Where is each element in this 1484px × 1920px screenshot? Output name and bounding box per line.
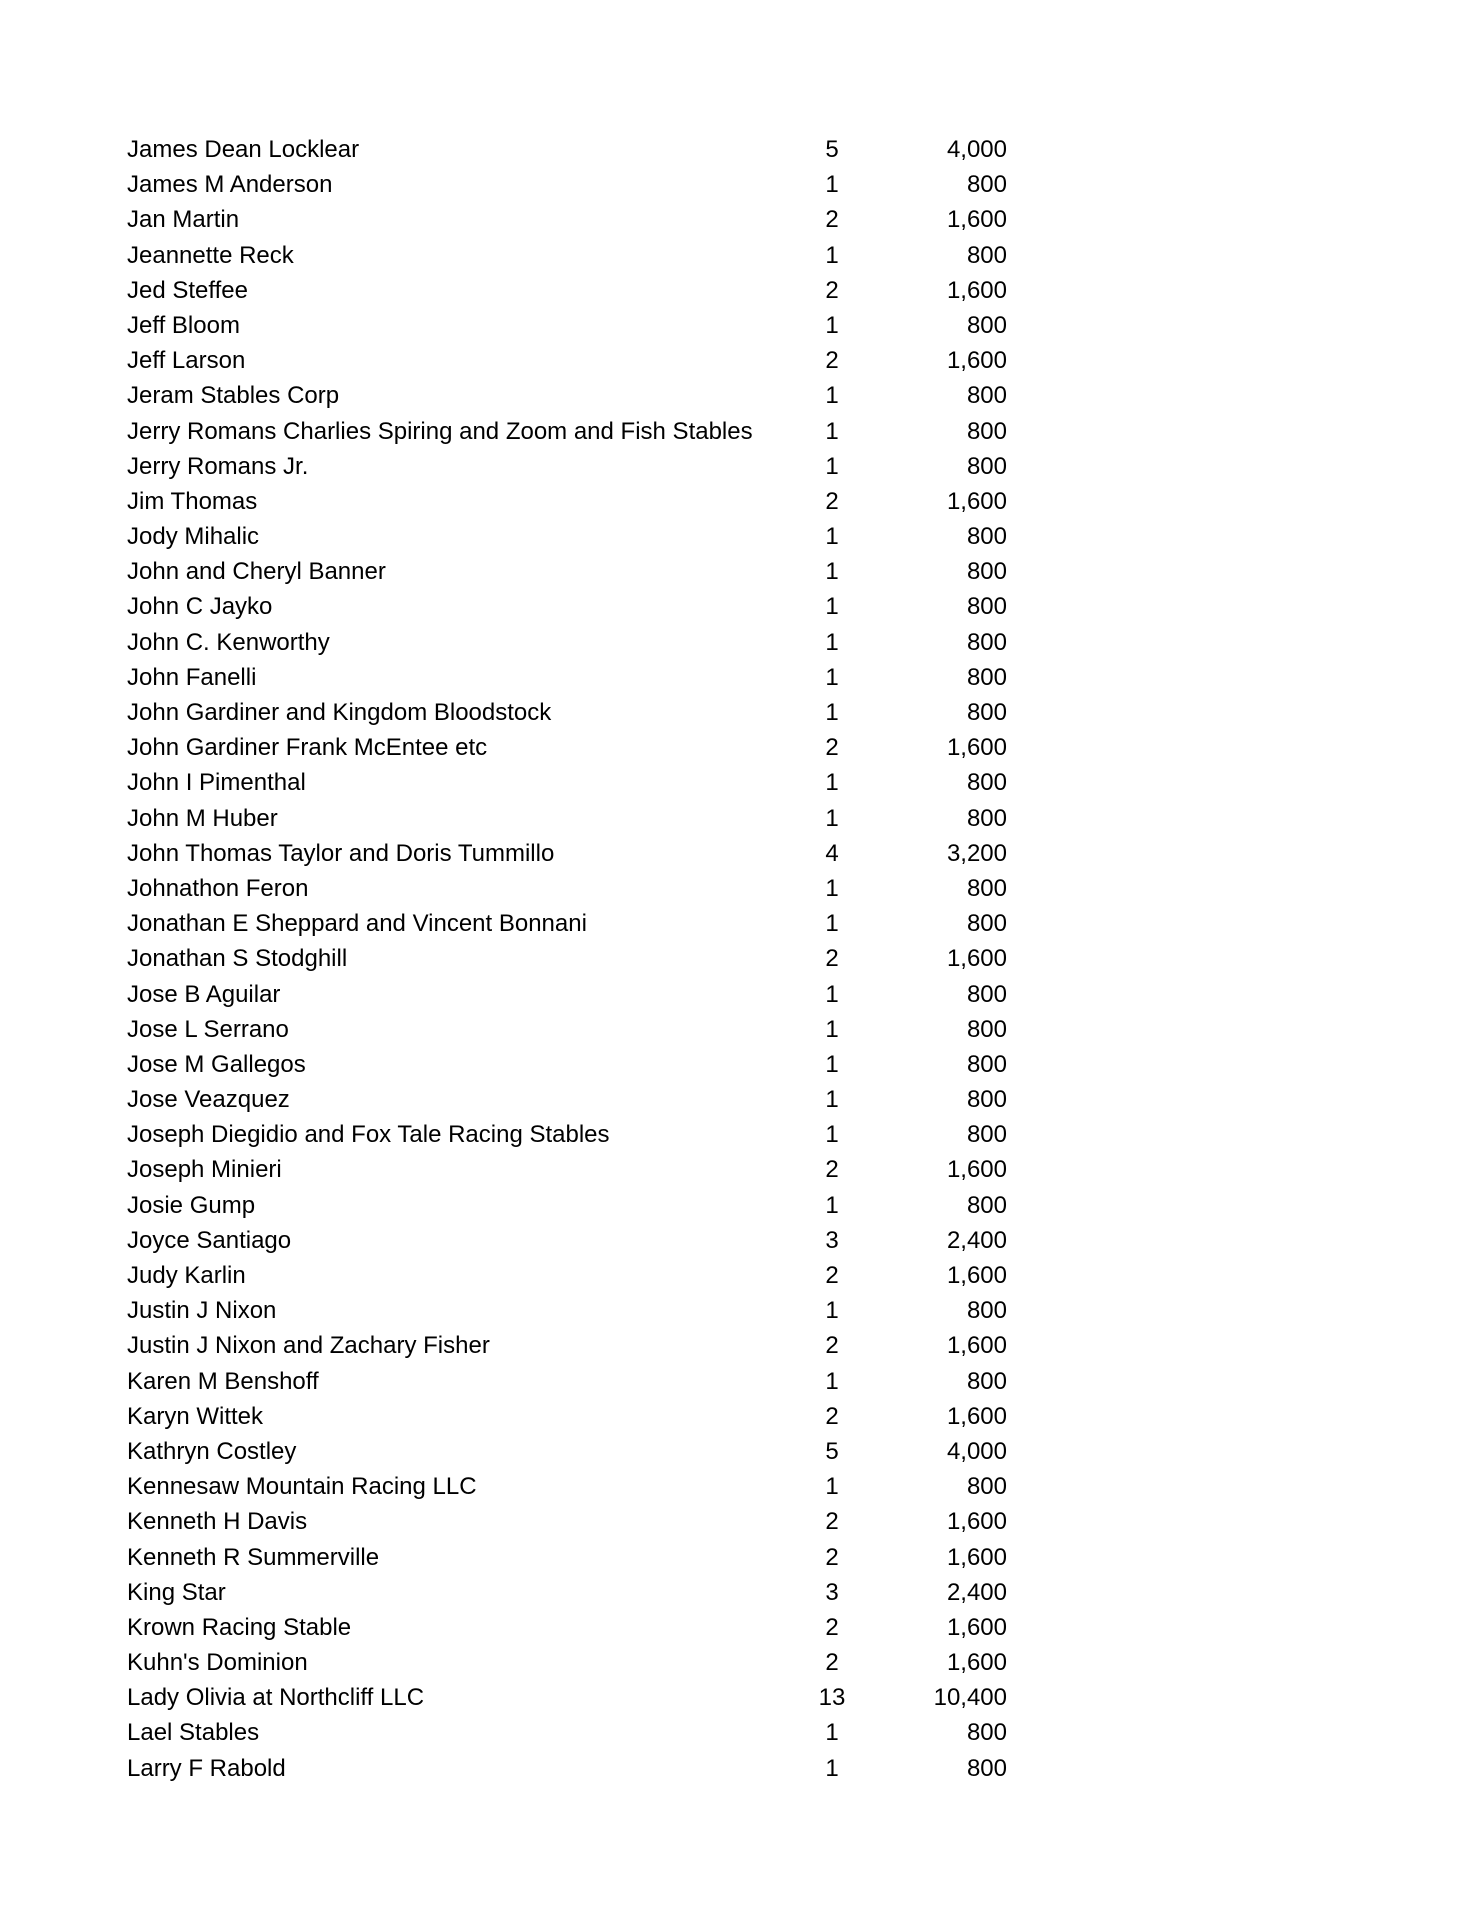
table-row [127, 519, 1007, 554]
amount-value: 800 [966, 1050, 1007, 1078]
starts-count: 2 [825, 1543, 839, 1571]
amount-value: 800 [966, 523, 1007, 551]
amount-value: 4,000 [946, 1437, 1007, 1465]
table-row [127, 625, 1007, 660]
owner-name: Jose M Gallegos [127, 1050, 306, 1078]
amount-value: 800 [966, 1015, 1007, 1043]
starts-count: 1 [825, 1191, 839, 1219]
owner-name: Larry F Rabold [127, 1754, 286, 1782]
owner-name: John C. Kenworthy [127, 628, 330, 656]
table-row [127, 1645, 1007, 1680]
owner-name: Jeram Stables Corp [127, 382, 340, 410]
starts-count: 2 [825, 1613, 839, 1641]
table-row [127, 1715, 1007, 1750]
amount-value: 1,600 [946, 1649, 1007, 1677]
table-row [127, 589, 1007, 624]
starts-count: 1 [825, 311, 839, 339]
owner-table [127, 132, 1007, 1786]
starts-count: 2 [825, 734, 839, 762]
amount-value: 800 [966, 910, 1007, 938]
amount-value: 1,600 [946, 1508, 1007, 1536]
amount-value: 1,600 [946, 487, 1007, 515]
owner-name: John Gardiner and Kingdom Bloodstock [127, 699, 552, 726]
owner-name: Karen M Benshoff [127, 1367, 319, 1395]
starts-count: 2 [825, 1402, 839, 1430]
amount-value: 1,600 [946, 1156, 1007, 1184]
table-row [127, 801, 1007, 836]
owner-name: Krown Racing Stable [127, 1613, 352, 1641]
amount-value: 2,400 [946, 1578, 1007, 1606]
table-row [127, 1575, 1007, 1610]
table-row [127, 1152, 1007, 1187]
starts-count: 4 [825, 839, 839, 867]
table-row [127, 695, 1007, 730]
table-row [127, 1012, 1007, 1047]
table-row [127, 554, 1007, 589]
owner-name: Jim Thomas [127, 487, 258, 515]
table-row [127, 202, 1007, 237]
table-row [127, 1082, 1007, 1117]
starts-count: 5 [825, 1437, 839, 1465]
table-row [127, 871, 1007, 906]
owner-name: Kathryn Costley [127, 1437, 297, 1465]
owner-name: Joseph Diegidio and Fox Tale Racing Stables [127, 1121, 610, 1149]
starts-count: 2 [825, 1508, 839, 1536]
amount-value: 800 [966, 1297, 1007, 1325]
owner-name: Jed Steffee [127, 276, 248, 304]
amount-value: 800 [966, 593, 1007, 621]
starts-count: 2 [825, 206, 839, 234]
starts-count: 2 [825, 487, 839, 515]
amount-value: 800 [966, 980, 1007, 1008]
amount-value: 800 [966, 171, 1007, 199]
starts-count: 1 [825, 558, 839, 586]
amount-value: 1,600 [946, 1613, 1007, 1641]
amount-value: 800 [966, 874, 1007, 902]
starts-count: 1 [825, 628, 839, 656]
owner-name: Jeff Larson [127, 347, 246, 375]
starts-count: 1 [825, 1086, 839, 1114]
starts-count: 2 [825, 945, 839, 973]
owner-name: Jerry Romans Jr. [127, 452, 309, 480]
amount-value: 800 [966, 804, 1007, 832]
table-row [127, 941, 1007, 976]
starts-count: 1 [825, 699, 839, 726]
owner-name: John I Pimenthal [127, 769, 306, 797]
table-row [127, 1680, 1007, 1715]
amount-value: 800 [966, 311, 1007, 339]
owner-name: Johnathon Feron [127, 874, 309, 902]
amount-value: 800 [966, 1754, 1007, 1782]
table-row [127, 1610, 1007, 1645]
amount-value: 800 [966, 699, 1007, 726]
table-row [127, 730, 1007, 765]
amount-value: 800 [966, 1121, 1007, 1149]
starts-count: 1 [825, 980, 839, 1008]
table-row [127, 1258, 1007, 1293]
table-row [127, 906, 1007, 941]
owner-name: Jonathan E Sheppard and Vincent Bonnani [127, 910, 587, 938]
starts-count: 1 [825, 241, 839, 269]
owner-name: John and Cheryl Banner [127, 558, 386, 586]
amount-value: 800 [966, 241, 1007, 269]
table-row [127, 449, 1007, 484]
amount-value: 800 [966, 382, 1007, 410]
table-row [127, 1504, 1007, 1539]
owner-name: King Star [127, 1578, 226, 1606]
amount-value: 800 [966, 1086, 1007, 1114]
owner-name: Lael Stables [127, 1719, 260, 1747]
starts-count: 1 [825, 382, 839, 410]
table-row [127, 273, 1007, 308]
starts-count: 3 [825, 1226, 839, 1254]
table-row [127, 343, 1007, 378]
owner-name: Jan Martin [127, 206, 240, 234]
owner-name: Jose L Serrano [127, 1015, 289, 1043]
owner-name: James Dean Locklear [127, 136, 360, 163]
starts-count: 2 [825, 1156, 839, 1184]
amount-value: 3,200 [946, 839, 1007, 867]
owner-name: Jeannette Reck [127, 241, 294, 269]
owner-name: Kuhn's Dominion [127, 1649, 308, 1677]
table-row [127, 414, 1007, 449]
table-row [127, 1469, 1007, 1504]
starts-count: 1 [825, 417, 839, 445]
owner-name: Jerry Romans Charlies Spiring and Zoom and Fish Stables [127, 417, 753, 445]
starts-count: 1 [825, 1719, 839, 1747]
amount-value: 800 [966, 452, 1007, 480]
starts-count: 2 [825, 1332, 839, 1360]
owner-name: John Thomas Taylor and Doris Tummillo [127, 839, 555, 867]
owner-name: Jose Veazquez [127, 1086, 290, 1114]
table-row [127, 1117, 1007, 1152]
amount-value: 1,600 [946, 1543, 1007, 1571]
owner-name: Joyce Santiago [127, 1226, 292, 1254]
starts-count: 2 [825, 276, 839, 304]
owner-name: Justin J Nixon [127, 1297, 277, 1325]
starts-count: 5 [825, 136, 839, 163]
starts-count: 1 [825, 523, 839, 551]
table-row [127, 1328, 1007, 1363]
table-row [127, 1293, 1007, 1328]
amount-value: 800 [966, 769, 1007, 797]
owner-name: Karyn Wittek [127, 1402, 264, 1430]
owner-name: Judy Karlin [127, 1262, 246, 1289]
amount-value: 800 [966, 1719, 1007, 1747]
starts-count: 1 [825, 1473, 839, 1501]
starts-count: 1 [825, 874, 839, 902]
starts-count: 1 [825, 452, 839, 480]
amount-value: 1,600 [946, 1402, 1007, 1430]
amount-value: 1,600 [946, 945, 1007, 973]
amount-value: 800 [966, 1367, 1007, 1395]
owner-name: Kenneth H Davis [127, 1508, 308, 1536]
amount-value: 800 [966, 558, 1007, 586]
starts-count: 1 [825, 910, 839, 938]
starts-count: 1 [825, 804, 839, 832]
table-row [127, 836, 1007, 871]
starts-count: 2 [825, 1649, 839, 1677]
amount-value: 800 [966, 663, 1007, 691]
table-row [127, 660, 1007, 695]
amount-value: 800 [966, 417, 1007, 445]
owner-name: Kennesaw Mountain Racing LLC [127, 1473, 477, 1501]
starts-count: 3 [825, 1578, 839, 1606]
starts-count: 1 [825, 1050, 839, 1078]
owner-name: John Fanelli [127, 663, 257, 691]
starts-count: 1 [825, 1367, 839, 1395]
amount-value: 1,600 [946, 206, 1007, 234]
table-row [127, 1540, 1007, 1575]
table-row [127, 1751, 1007, 1786]
table-row [127, 167, 1007, 202]
amount-value: 1,600 [946, 276, 1007, 304]
table-row [127, 1188, 1007, 1223]
table-row [127, 132, 1007, 167]
owner-name: Justin J Nixon and Zachary Fisher [127, 1332, 490, 1360]
amount-value: 1,600 [946, 347, 1007, 375]
starts-count: 2 [825, 347, 839, 375]
starts-count: 1 [825, 1297, 839, 1325]
owner-name: Jose B Aguilar [127, 980, 281, 1008]
starts-count: 1 [825, 1754, 839, 1782]
amount-value: 1,600 [946, 1262, 1007, 1289]
table-row [127, 308, 1007, 343]
table-row [127, 1223, 1007, 1258]
amount-value: 10,400 [933, 1684, 1007, 1712]
starts-count: 2 [825, 1262, 839, 1289]
table-row [127, 238, 1007, 273]
owner-name: John C Jayko [127, 593, 273, 621]
table-row [127, 1364, 1007, 1399]
owner-name: Joseph Minieri [127, 1156, 282, 1184]
starts-count: 1 [825, 593, 839, 621]
amount-value: 4,000 [946, 136, 1007, 163]
starts-count: 13 [818, 1684, 846, 1712]
starts-count: 1 [825, 1015, 839, 1043]
starts-count: 1 [825, 769, 839, 797]
table-row [127, 977, 1007, 1012]
owner-name: Jeff Bloom [127, 311, 240, 339]
table-row [127, 378, 1007, 413]
table-row [127, 765, 1007, 800]
owner-name: Kenneth R Summerville [127, 1543, 380, 1571]
owner-name: John Gardiner Frank McEntee etc [127, 734, 488, 762]
table-row [127, 1434, 1007, 1469]
table-row [127, 1399, 1007, 1434]
table-row [127, 1047, 1007, 1082]
owner-name: Josie Gump [127, 1191, 256, 1219]
starts-count: 1 [825, 663, 839, 691]
amount-value: 800 [966, 628, 1007, 656]
starts-count: 1 [825, 1121, 839, 1149]
table-row [127, 484, 1007, 519]
amount-value: 1,600 [946, 734, 1007, 762]
amount-value: 2,400 [946, 1226, 1007, 1254]
owner-name: Jody Mihalic [127, 523, 260, 551]
owner-name: Jonathan S Stodghill [127, 945, 348, 973]
owner-name: James M Anderson [127, 171, 333, 199]
owner-name: Lady Olivia at Northcliff LLC [127, 1684, 425, 1712]
amount-value: 800 [966, 1473, 1007, 1501]
amount-value: 1,600 [946, 1332, 1007, 1360]
starts-count: 1 [825, 171, 839, 199]
owner-name: John M Huber [127, 804, 278, 832]
amount-value: 800 [966, 1191, 1007, 1219]
